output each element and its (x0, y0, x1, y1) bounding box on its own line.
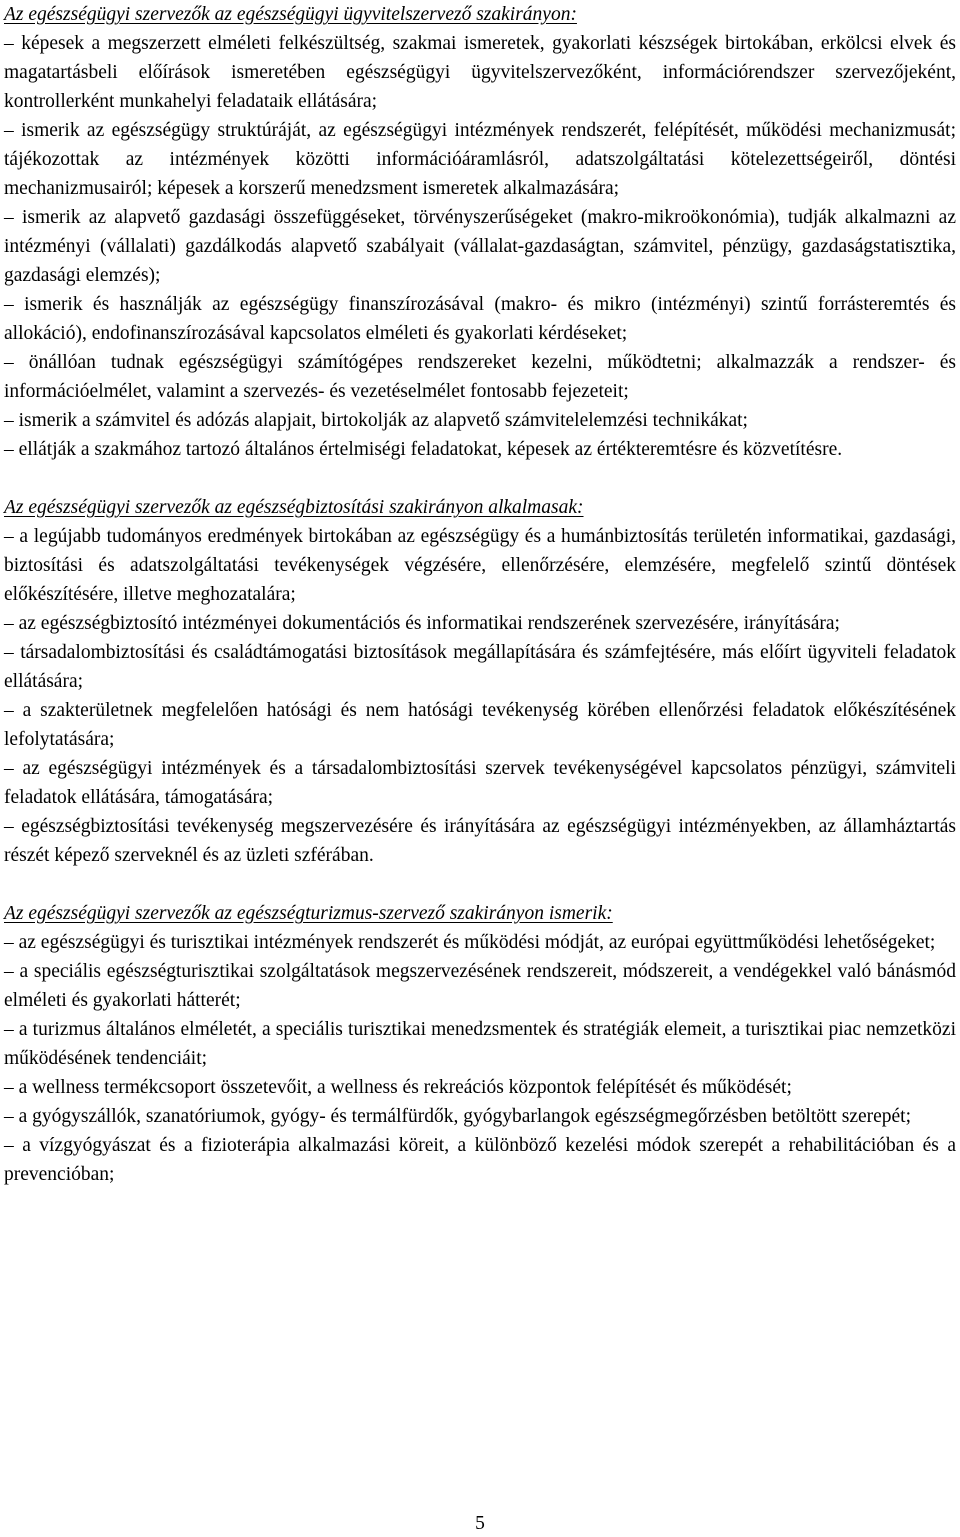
list-item: – egészségbiztosítási tevékenység megszervezésére és irányítására az egészségügyi intézményekben, az államháztartás részét képező szerveknél és az üzleti szférában. (4, 816, 956, 866)
list-item: – a speciális egészségturisztikai szolgáltatások megszervezésének rendszereit, módszereit, a vendégekkel való bánásmód elméleti és gyakorlati hátterét; (4, 961, 956, 1011)
list-item: – az egészségügyi és turisztikai intézmények rendszerét és működési módját, az európai együttműködési lehetőségeket; (4, 932, 936, 953)
list-item: – ismerik az egészségügy struktúráját, az egészségügyi intézmények rendszerét, felépítését, működési mechanizmusát; tájékozottak az intézmények közötti információáramlásról, adatszolgáltatási kötelezettségeiről, döntési mechanizmusairól; képesek a korszerű menedzsment ismeretek alkalmazására; (4, 120, 956, 199)
section-title: Az egészségügyi szervezők az egészségbiztosítási szakirányon alkalmasak: (4, 497, 584, 518)
document-page (4, 0, 956, 1218)
section-title: Az egészségügyi szervezők az egészségturizmus-szervező szakirányon ismerik: (4, 903, 613, 924)
list-item: – ellátják a szakmához tartozó általános értelmiségi feladatokat, képesek az értékteremtésre és közvetítésre. (4, 439, 843, 460)
list-item: – a szakterületnek megfelelően hatósági és nem hatósági tevékenység körében ellenőrzési feladatok előkészítésének lefolytatására; (4, 700, 956, 750)
list-item: – az egészségügyi intézmények és a társadalombiztosítási szervek tevékenységével kapcsolatos pénzügyi, számviteli feladatok ellátására, támogatására; (4, 758, 956, 808)
section-ugyvitelszervezo (4, 0, 956, 464)
section-egeszsegturizmus (4, 899, 956, 1189)
list-item: – a wellness termékcsoport összetevőit, a wellness és rekreációs központok felépítését és működését; (4, 1077, 792, 1098)
section-egeszsegbiztositasi (4, 493, 956, 870)
section-title: Az egészségügyi szervezők az egészségügyi ügyvitelszervező szakirányon: (4, 4, 577, 25)
list-item: – ismerik az alapvető gazdasági összefüggéseket, törvényszerűségeket (makro-mikroökonómia), tudják alkalmazni az intézményi (vállalati) gazdálkodás alapvető szabályait (vállalat-gazdaságtan, számvitel, pénzügy, gazdaságstatisztika, gazdasági elemzés); (4, 207, 956, 286)
list-item: – önállóan tudnak egészségügyi számítógépes rendszereket kezelni, működtetni; alkalmazzák a rendszer- és információelmélet, valamint a szervezés- és vezetéselmélet fontosabb fejezeteit; (4, 352, 956, 402)
list-item: – a gyógyszállók, szanatóriumok, gyógy- és termálfürdők, gyógybarlangok egészségmegőrzésben betöltött szerepét; (4, 1106, 912, 1127)
list-item: – a turizmus általános elméletét, a speciális turisztikai menedzsmentek és stratégiák elemeit, a turisztikai piac nemzetközi működésének tendenciáit; (4, 1019, 956, 1069)
list-item: – ismerik a számvitel és adózás alapjait, birtokolják az alapvető számvitelelemzési technikákat; (4, 410, 748, 431)
list-item: – az egészségbiztosító intézményei dokumentációs és informatikai rendszerének szervezésére, irányítására; (4, 613, 840, 634)
list-item: – a legújabb tudományos eredmények birtokában az egészségügy és a humánbiztosítás területén informatikai, gazdasági, biztosítási és adatszolgáltatási tevékenységek végzésére, ellenőrzésére, elemzésére, megfelelő szintű döntések előkészítésére, illetve meghozatalára; (4, 526, 956, 605)
list-item: – ismerik és használják az egészségügy finanszírozásával (makro- és mikro (intézményi) szintű forrásteremtés és allokáció), endofinanszírozásával kapcsolatos elméleti és gyakorlati kérdéseket; (4, 294, 956, 344)
list-item: – a vízgyógyászat és a fizioterápia alkalmazási köreit, a különböző kezelési módok szerepét a rehabilitációban és a prevencióban; (4, 1135, 956, 1185)
list-item: – képesek a megszerzett elméleti felkészültség, szakmai ismeretek, gyakorlati készségek birtokában, erkölcsi elvek és magatartásbeli előírások ismeretében egészségügyi ügyvitelszervezőként, információrendszer szervezőjeként, kontrollerként munkahelyi feladataik ellátására; (4, 33, 956, 112)
page-number: 5 (475, 1513, 485, 1534)
list-item: – társadalombiztosítási és családtámogatási biztosítások megállapítására és számfejtésére, más előírt ügyviteli feladatok ellátására; (4, 642, 956, 692)
